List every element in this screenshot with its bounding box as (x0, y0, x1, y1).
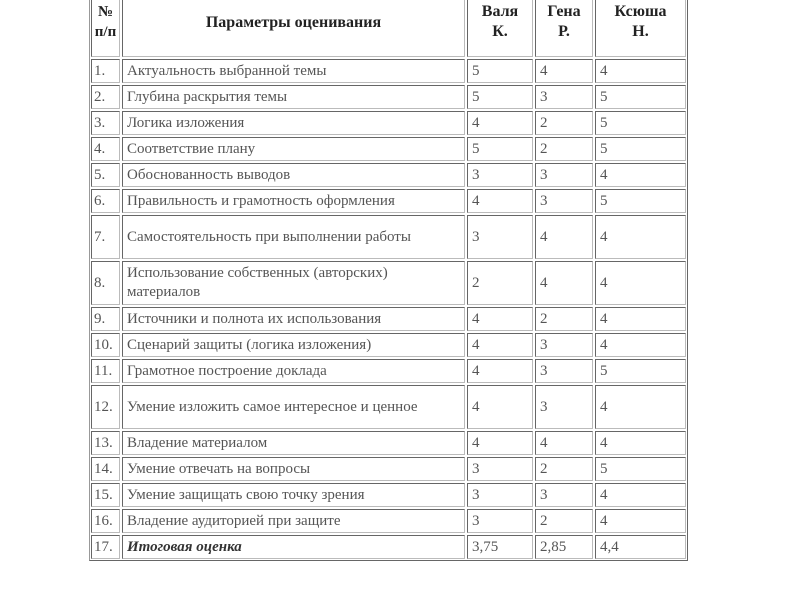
score-student-3 (595, 163, 686, 187)
score-student-1-text: 3 (472, 460, 480, 477)
score-student-2-text: 3 (540, 398, 548, 415)
score-student-1-text: 2 (472, 274, 480, 291)
row-parameter (122, 333, 465, 357)
student-first-name: Валя (481, 3, 519, 20)
table-row (91, 59, 686, 83)
score-student-1-text: 5 (472, 62, 480, 79)
row-number (91, 137, 120, 161)
score-student-2-text: 3 (540, 362, 548, 379)
score-student-1 (467, 431, 533, 455)
score-student-3 (595, 215, 686, 259)
row-number (91, 535, 120, 559)
score-student-1 (467, 111, 533, 135)
score-student-1-text: 4 (472, 114, 480, 131)
table-row (91, 189, 686, 213)
score-student-1 (467, 189, 533, 213)
row-number-text: 17. (94, 538, 113, 555)
row-number-text: 7. (94, 228, 106, 245)
score-student-3-text: 5 (600, 192, 608, 209)
row-number (91, 457, 120, 481)
score-student-1 (467, 535, 533, 559)
score-student-2 (535, 137, 593, 161)
score-student-1-text: 4 (472, 336, 480, 353)
score-student-2 (535, 457, 593, 481)
score-student-2-text: 3 (540, 88, 548, 105)
table-row (91, 215, 686, 259)
score-student-3-text: 4 (600, 62, 608, 79)
row-parameter-text: Грамотное построение доклада (127, 362, 327, 379)
row-parameter-text: Использование собственных (авторских) материалов (127, 265, 388, 300)
row-number (91, 215, 120, 259)
row-parameter (122, 111, 465, 135)
score-student-3-text: 4 (600, 166, 608, 183)
table-header-row (91, 0, 686, 57)
header-student-1 (467, 0, 533, 57)
score-student-2 (535, 163, 593, 187)
score-student-2-text: 4 (540, 434, 548, 451)
score-student-2-text: 2 (540, 140, 548, 157)
score-student-3 (595, 111, 686, 135)
row-parameter-text: Умение изложить самое интересное и ценное (127, 398, 418, 415)
header-number-line2: п/п (94, 24, 117, 40)
row-parameter-text: Умение отвечать на вопросы (127, 460, 311, 477)
table-row (91, 431, 686, 455)
row-parameter-text: Соответствие плану (127, 140, 256, 157)
score-student-2 (535, 483, 593, 507)
table-row (91, 137, 686, 161)
score-student-2 (535, 307, 593, 331)
score-student-2 (535, 333, 593, 357)
score-student-1-text: 4 (472, 192, 480, 209)
score-student-2-text: 2,85 (540, 538, 567, 555)
score-student-3 (595, 85, 686, 109)
row-parameter-text: Итоговая оценка (127, 538, 242, 555)
score-student-1-text: 3 (472, 228, 480, 245)
row-number-text: 8. (94, 274, 106, 291)
score-student-2 (535, 59, 593, 83)
table-row (91, 261, 686, 305)
row-number (91, 359, 120, 383)
score-student-1 (467, 85, 533, 109)
score-student-1 (467, 457, 533, 481)
score-student-3 (595, 137, 686, 161)
row-parameter (122, 307, 465, 331)
score-student-3 (595, 333, 686, 357)
score-student-1 (467, 385, 533, 429)
row-parameter-text: Владение материалом (127, 434, 268, 451)
score-student-1 (467, 163, 533, 187)
row-parameter (122, 163, 465, 187)
score-student-2-text: 3 (540, 486, 548, 503)
row-number-text: 5. (94, 166, 106, 183)
row-parameter (122, 137, 465, 161)
row-number (91, 189, 120, 213)
row-number-text: 14. (94, 460, 113, 477)
table-body (91, 59, 686, 559)
row-parameter-text: Сценарий защиты (логика изложения) (127, 336, 372, 353)
score-student-2 (535, 111, 593, 135)
row-number (91, 111, 120, 135)
score-student-1-text: 3 (472, 166, 480, 183)
row-number (91, 163, 120, 187)
row-number (91, 261, 120, 305)
score-student-2 (535, 189, 593, 213)
score-student-3 (595, 385, 686, 429)
student-first-name: Ксюша (614, 3, 667, 20)
student-first-name: Гена (547, 3, 581, 20)
score-student-3-text: 4 (600, 486, 608, 503)
table-row (91, 483, 686, 507)
row-number-text: 12. (94, 398, 113, 415)
score-student-3 (595, 431, 686, 455)
row-parameter-text: Глубина раскрытия темы (127, 88, 288, 105)
score-student-2 (535, 215, 593, 259)
score-student-2 (535, 535, 593, 559)
score-student-2-text: 4 (540, 274, 548, 291)
score-student-1-text: 4 (472, 434, 480, 451)
row-parameter (122, 385, 465, 429)
score-student-1-text: 5 (472, 140, 480, 157)
score-student-3-text: 4 (600, 228, 608, 245)
score-student-3-text: 4 (600, 398, 608, 415)
score-student-1-text: 4 (472, 398, 480, 415)
score-student-3-text: 5 (600, 460, 608, 477)
score-student-2-text: 3 (540, 166, 548, 183)
table-row (91, 509, 686, 533)
score-student-1 (467, 307, 533, 331)
row-number (91, 431, 120, 455)
score-student-2 (535, 509, 593, 533)
row-number-text: 15. (94, 486, 113, 503)
row-number (91, 59, 120, 83)
row-number-text: 16. (94, 512, 113, 529)
row-number (91, 85, 120, 109)
score-student-1-text: 3,75 (472, 538, 499, 555)
score-student-1-text: 3 (472, 486, 480, 503)
score-student-2-text: 4 (540, 228, 548, 245)
score-student-3-text: 4 (600, 336, 608, 353)
row-parameter-text: Обоснованность выводов (127, 166, 291, 183)
score-student-1 (467, 59, 533, 83)
student-last-initial: К. (492, 23, 508, 40)
score-student-3-text: 4 (600, 274, 608, 291)
row-number-text: 3. (94, 114, 106, 131)
row-parameter (122, 189, 465, 213)
score-student-1 (467, 333, 533, 357)
student-last-initial: Н. (632, 23, 649, 40)
row-number-text: 9. (94, 310, 106, 327)
table-row (91, 535, 686, 559)
score-student-1-text: 3 (472, 512, 480, 529)
score-student-2 (535, 359, 593, 383)
row-number (91, 385, 120, 429)
row-number-text: 4. (94, 140, 106, 157)
score-student-2 (535, 85, 593, 109)
score-student-3 (595, 359, 686, 383)
score-student-2-text: 4 (540, 62, 548, 79)
row-number-text: 11. (94, 362, 113, 379)
row-number-text: 10. (94, 336, 113, 353)
score-student-1 (467, 509, 533, 533)
row-number-text: 6. (94, 192, 106, 209)
score-student-2-text: 3 (540, 336, 548, 353)
row-number (91, 509, 120, 533)
row-parameter-text: Владение аудиторией при защите (127, 512, 341, 529)
score-student-3-text: 4,4 (600, 538, 619, 555)
score-student-1-text: 4 (472, 362, 480, 379)
score-student-2-text: 2 (540, 512, 548, 529)
score-student-3 (595, 261, 686, 305)
score-student-3 (595, 189, 686, 213)
score-student-3-text: 5 (600, 140, 608, 157)
row-parameter-text: Правильность и грамотность оформления (127, 192, 395, 209)
score-student-2-text: 2 (540, 114, 548, 131)
header-student-3 (595, 0, 686, 57)
score-student-1 (467, 215, 533, 259)
row-parameter (122, 59, 465, 83)
row-number-text: 2. (94, 88, 106, 105)
row-number-text: 1. (94, 62, 106, 79)
row-parameter (122, 359, 465, 383)
header-number (91, 0, 120, 57)
row-parameter (122, 85, 465, 109)
score-student-1-text: 5 (472, 88, 480, 105)
row-parameter (122, 483, 465, 507)
row-parameter (122, 431, 465, 455)
header-number-line1: № (97, 4, 114, 20)
row-parameter (122, 457, 465, 481)
score-student-3 (595, 535, 686, 559)
score-student-3 (595, 307, 686, 331)
score-student-1 (467, 261, 533, 305)
student-last-initial: Р. (558, 23, 570, 40)
score-student-3 (595, 59, 686, 83)
score-student-2-text: 3 (540, 192, 548, 209)
header-param (122, 0, 465, 57)
table-row (91, 111, 686, 135)
score-student-3-text: 4 (600, 434, 608, 451)
row-number (91, 307, 120, 331)
score-student-3 (595, 509, 686, 533)
header-student-2 (535, 0, 593, 57)
row-parameter-text: Актуальность выбранной темы (127, 62, 327, 79)
header-param-label: Параметры оценивания (205, 13, 382, 31)
row-number (91, 333, 120, 357)
table-row (91, 307, 686, 331)
score-student-2 (535, 385, 593, 429)
score-student-1 (467, 483, 533, 507)
score-student-2 (535, 261, 593, 305)
row-parameter (122, 535, 465, 559)
row-number-text: 13. (94, 434, 113, 451)
table-row (91, 333, 686, 357)
table-row (91, 85, 686, 109)
score-student-1 (467, 359, 533, 383)
score-student-3 (595, 483, 686, 507)
table-row (91, 359, 686, 383)
score-student-3-text: 5 (600, 88, 608, 105)
score-student-2-text: 2 (540, 460, 548, 477)
row-number (91, 483, 120, 507)
score-student-3-text: 4 (600, 512, 608, 529)
row-parameter-text: Логика изложения (127, 114, 245, 131)
row-parameter-text: Источники и полнота их использования (127, 310, 382, 327)
table-row (91, 385, 686, 429)
row-parameter (122, 261, 465, 305)
score-student-3-text: 4 (600, 310, 608, 327)
row-parameter-text: Самостоятельность при выполнении работы (127, 228, 411, 245)
score-student-1 (467, 137, 533, 161)
table-row (91, 163, 686, 187)
row-parameter-text: Умение защищать свою точку зрения (127, 486, 365, 503)
evaluation-table (89, 0, 688, 561)
score-student-3-text: 5 (600, 114, 608, 131)
score-student-2-text: 2 (540, 310, 548, 327)
score-student-1-text: 4 (472, 310, 480, 327)
score-student-3-text: 5 (600, 362, 608, 379)
score-student-2 (535, 431, 593, 455)
table-row (91, 457, 686, 481)
score-student-3 (595, 457, 686, 481)
row-parameter (122, 509, 465, 533)
row-parameter (122, 215, 465, 259)
